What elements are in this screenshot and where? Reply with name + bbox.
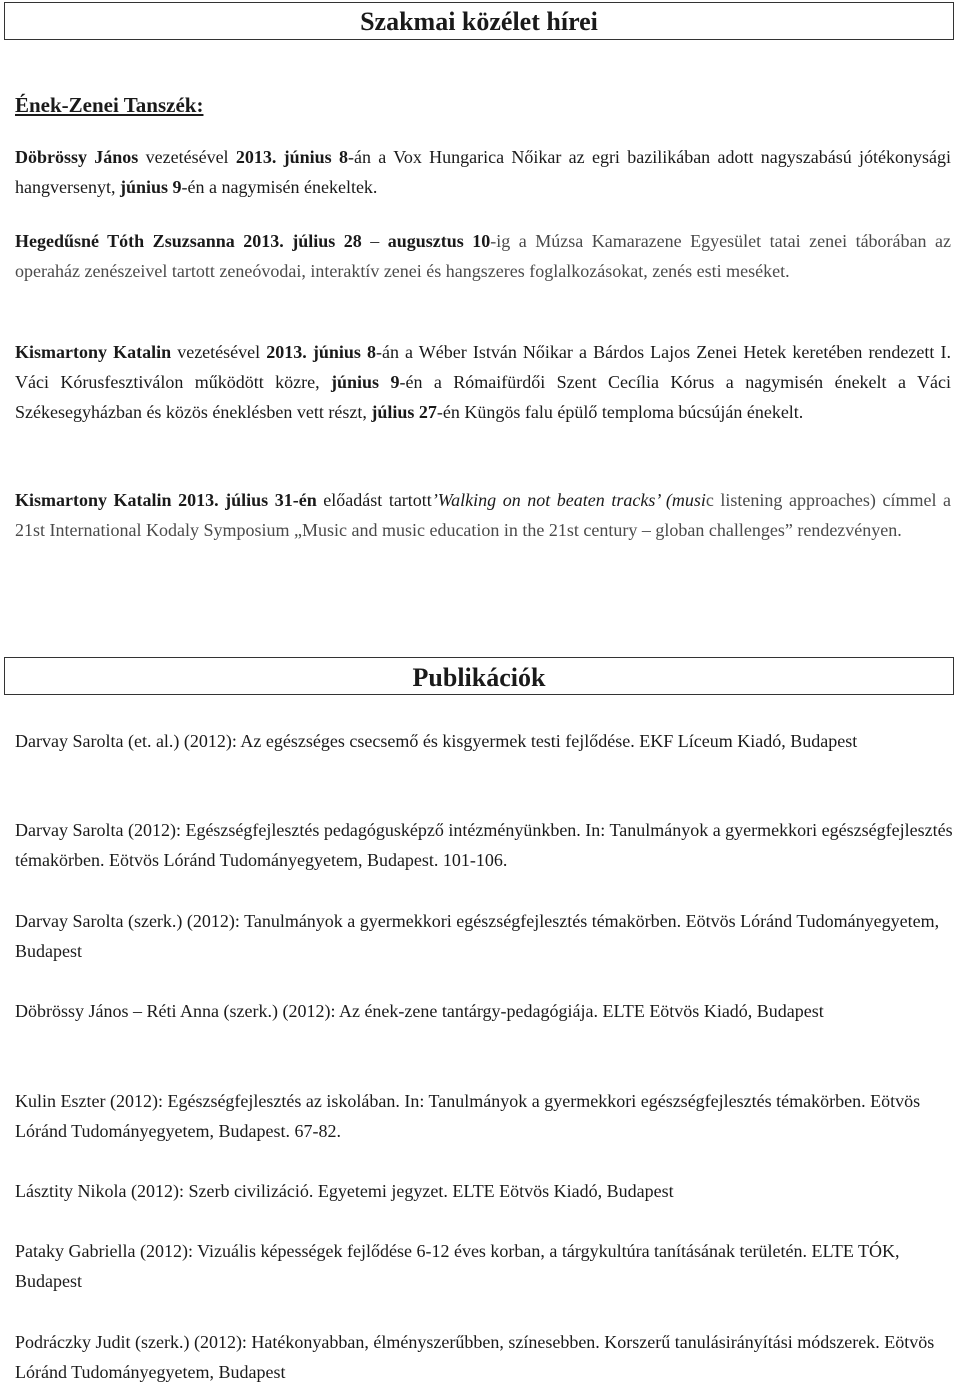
news-date: július 27 — [371, 402, 437, 422]
publication-entry: Podráczky Judit (szerk.) (2012): Hatékonyabban, élményszerűbben, színesebben. Korszerű tanulásirányítási módszerek. Eötvös Lóránd Tudományegyetem, Budapest — [15, 1332, 935, 1382]
publication-entry: Darvay Sarolta (szerk.) (2012): Tanulmányok a gyermekkori egészségfejlesztés témakörben. Eötvös Lóránd Tudományegyetem, Budapest — [15, 911, 940, 961]
news-item — [15, 226, 951, 286]
publication-entry: Lásztity Nikola (2012): Szerb civilizáció. Egyetemi jegyzet. ELTE Eötvös Kiadó, Budapest — [15, 1181, 674, 1201]
news-text: vezetésével — [138, 147, 236, 167]
page-title: Szakmai közélet hírei — [360, 7, 598, 36]
news-text: -én a nagymisén énekeltek. — [181, 177, 378, 197]
publication-entry: Döbrössy János – Réti Anna (szerk.) (2012): Az ének-zene tantárgy-pedagógiája. ELTE Eötvös Kiadó, Budapest — [15, 1001, 824, 1021]
news-date: augusztus 10 — [387, 231, 491, 251]
news-text: -ig a Múzsa Kamarazene Egyesület tatai zenei táborában az operaház zenészeivel tartott zeneóvodai, interaktív zenei és hangszeres foglalkozásokat, zenés esti meséket. — [15, 231, 952, 281]
news-text: vezetésével — [171, 342, 267, 362]
publications-title-box — [4, 657, 954, 695]
news-date: 2013. június 8 — [266, 342, 376, 362]
news-item — [15, 142, 951, 202]
news-text: – — [361, 231, 388, 251]
news-item — [15, 337, 951, 427]
news-person: Kismartony Katalin — [15, 342, 172, 362]
publications-title: Publikációk — [412, 663, 546, 692]
news-person-date: Kismartony Katalin 2013. július 31-én — [15, 490, 317, 510]
news-text: -án a Wéber István Nőikar a Bárdos Lajos Zenei Hetek keretében rendezett I. Váci Kórusfesztiválon működött közre, — [15, 342, 951, 392]
news-date: 2013. június 8 — [235, 147, 348, 167]
news-date: június 9 — [119, 177, 182, 197]
publication-entry: Darvay Sarolta (2012): Egészségfejlesztés pedagógusképző intézményünkben. In: Tanulmányok a gyermekkori egészségfejlesztés témakörben. Eötvös Lóránd Tudományegyetem, Budapest. 101-106. — [15, 820, 953, 870]
publication-entry: Pataky Gabriella (2012): Vizuális képességek fejlődése 6-12 éves korban, a tárgykultúra tanításának területén. ELTE TÓK, Budapest — [15, 1241, 900, 1291]
talk-subtitle: c listening approaches) — [705, 490, 876, 510]
news-text: címmel a 21st International Kodaly Symposium „Music and music education in the 21st century – globan challenges” rendezvényen. — [15, 490, 951, 540]
news-text: -én a Rómaifürdői Szent Cecília Kórus a nagymisén énekelt a Váci Székesegyházban és közös éneklésben vett részt, — [15, 372, 951, 422]
page-title-box — [4, 2, 954, 40]
news-text: -án a Vox Hungarica Nőikar az egri bazilikában adott nagyszabású jótékonysági hangversenyt, — [15, 147, 951, 197]
news-person: Döbrössy János — [15, 147, 139, 167]
news-person-date: Hegedűsné Tóth Zsuzsanna 2013. július 28 — [15, 231, 362, 251]
news-date: június 9 — [331, 372, 400, 392]
news-text: -én Küngös falu épülő temploma búcsúján énekelt. — [436, 402, 804, 422]
publication-entry: Kulin Eszter (2012): Egészségfejlesztés az iskolában. In: Tanulmányok a gyermekkori egészségfejlesztés témakörben. Eötvös Lóránd Tudományegyetem, Budapest. 67-82. — [15, 1091, 921, 1141]
talk-title: ’Walking on not beaten tracks’ (musi — [431, 490, 706, 510]
news-text: előadást tartott — [316, 490, 432, 510]
publication-entry: Darvay Sarolta (et. al.) (2012): Az egészséges csecsemő és kisgyermek testi fejlődése. EKF Líceum Kiadó, Budapest — [15, 731, 858, 751]
news-item — [15, 485, 951, 545]
section-heading: Ének-Zenei Tanszék: — [15, 93, 204, 117]
